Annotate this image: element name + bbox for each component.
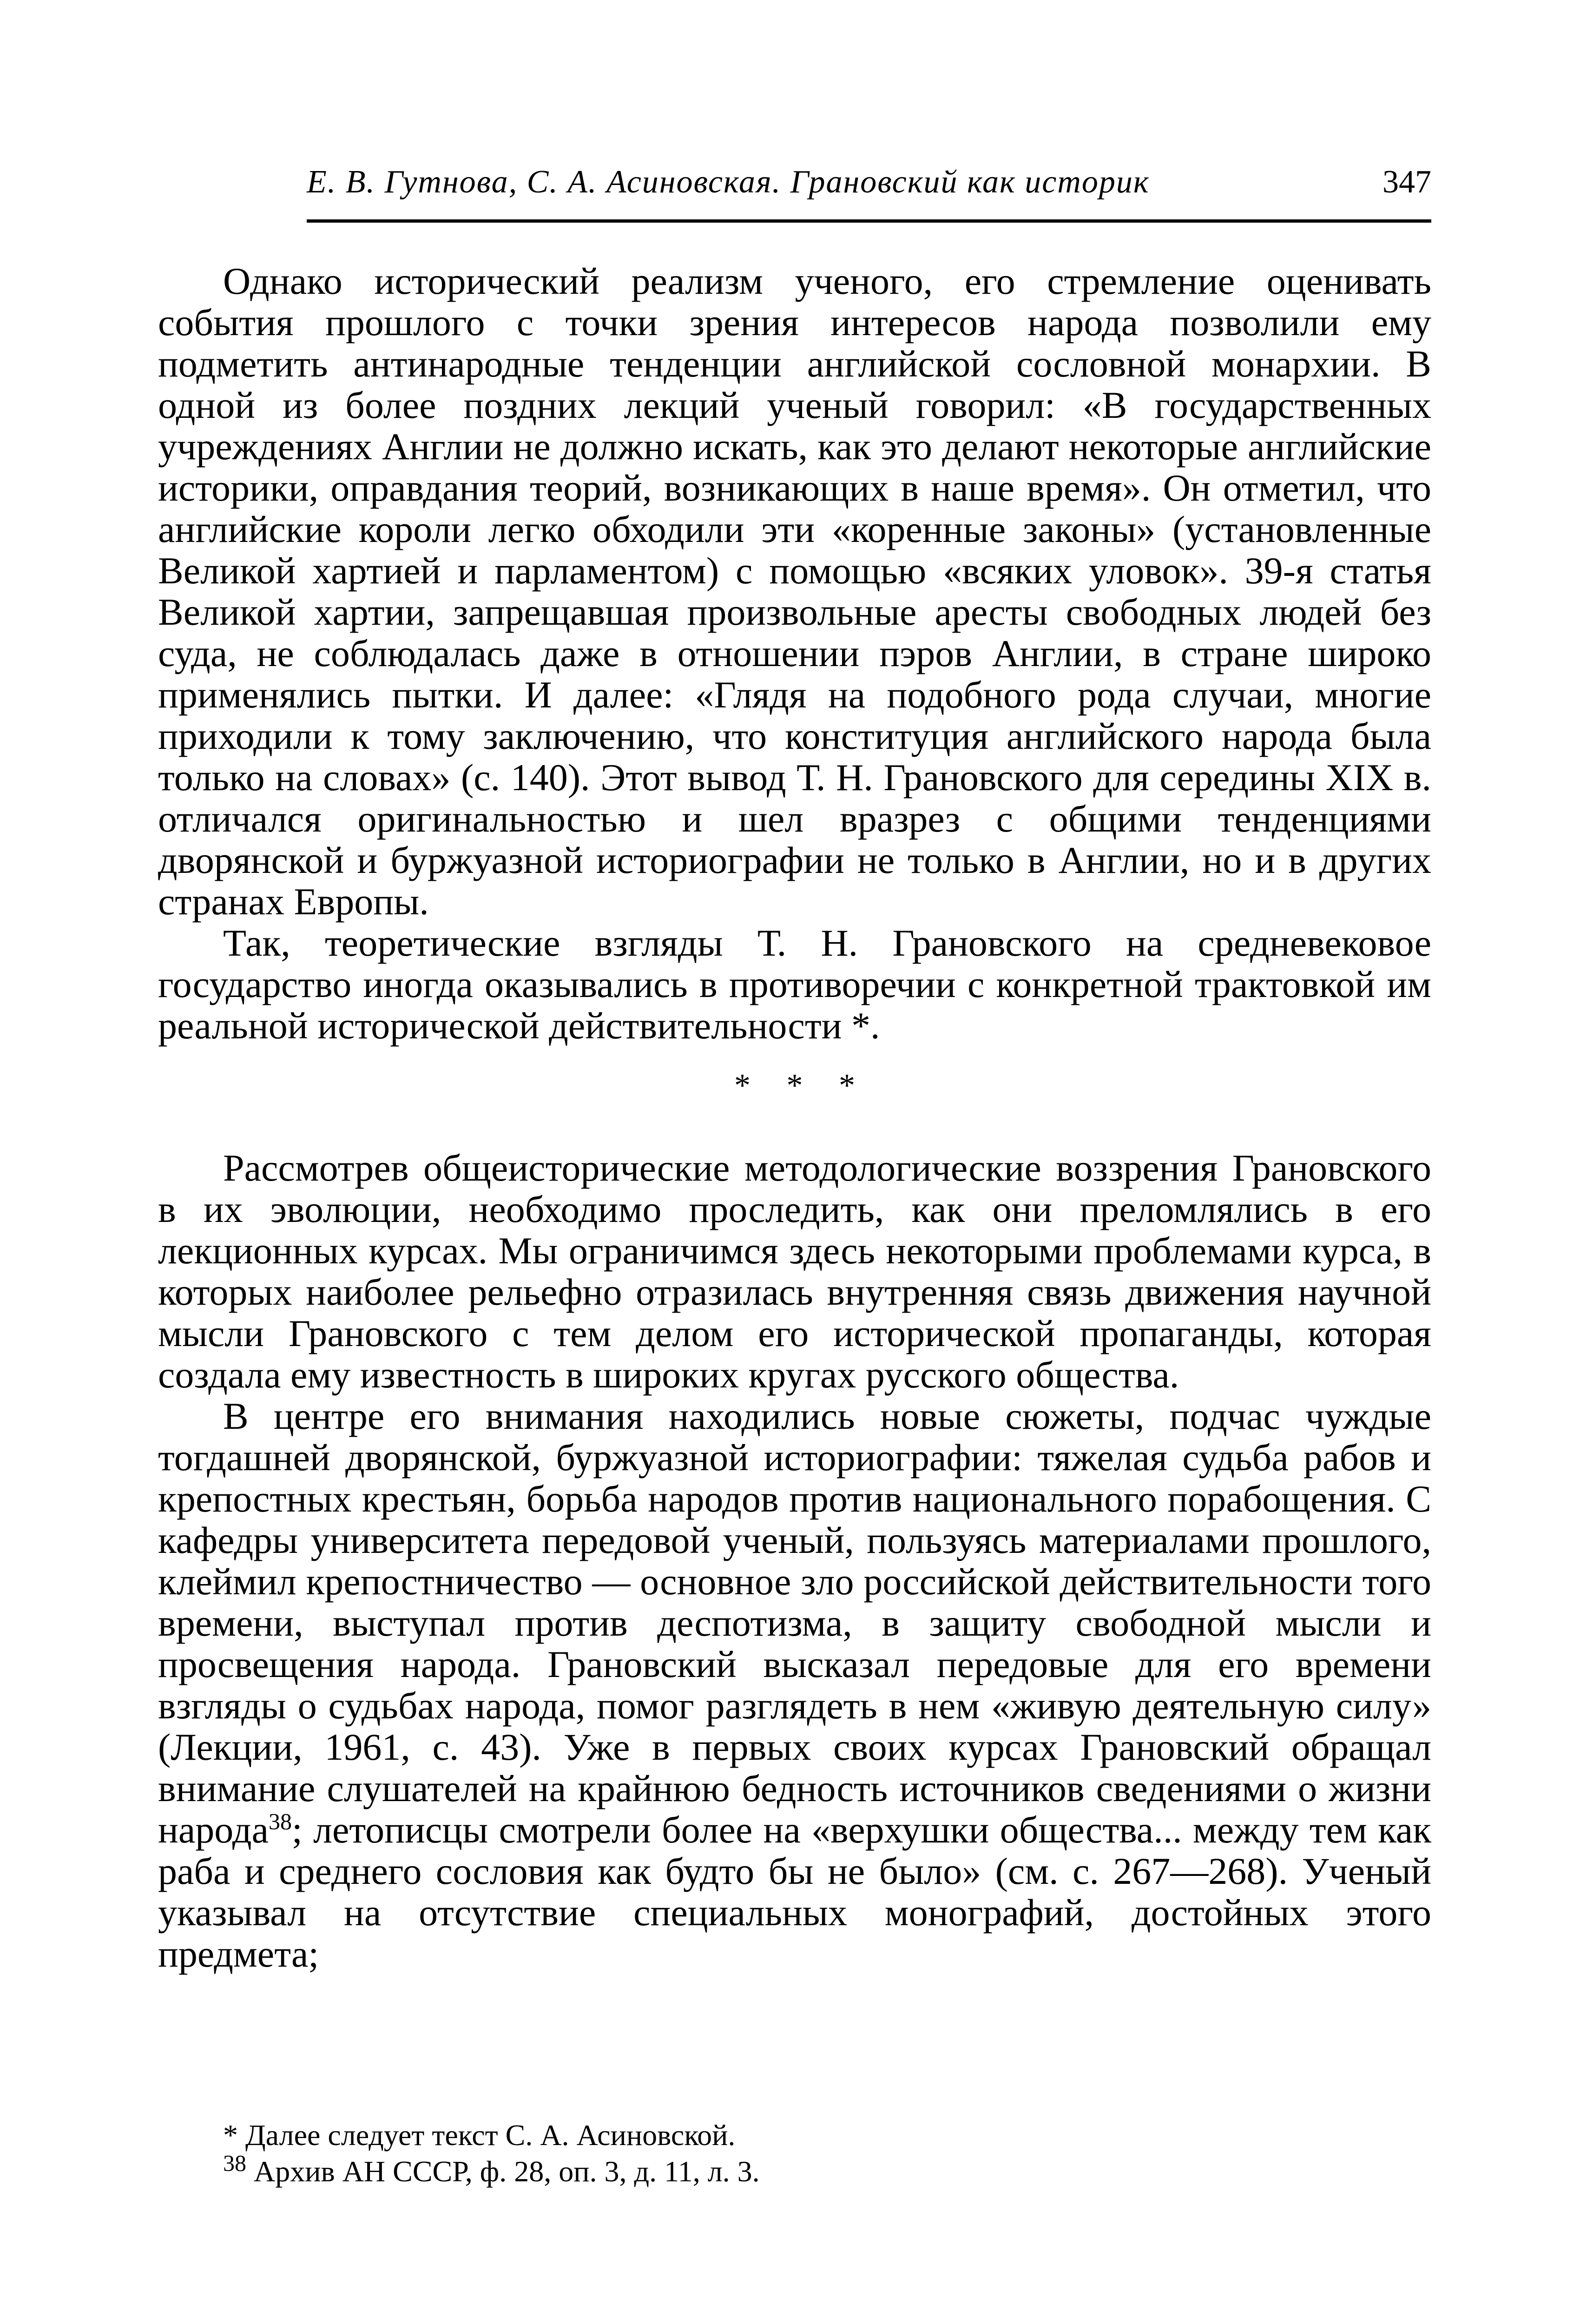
paragraph-4-part-b: ; летописцы смотрели более на «верхушки общества... между тем как раба и среднего сословия как будто бы не было» (см. с. 267—268). Ученый указывал на отсутствие специальных монографий, достойных этого предмета;: [158, 1809, 1431, 1975]
page-number: 347: [1382, 164, 1431, 200]
paragraph-3: Рассмотрев общеисторические методологические воззрения Грановского в их эволюции, необходимо проследить, как они преломлялись в его лекционных курсах. Мы ограничимся здесь некоторыми проблемами курса, в которых наиболее рельефно отразилась внутренняя связь движения научной мысли Грановского с тем делом его исторической пропаганды, которая создала ему известность в широких кругах русского общества.: [158, 1147, 1431, 1396]
paragraph-4: [158, 1395, 1431, 1974]
paragraph-4-part-a: В центре его внимания находились новые сюжеты, подчас чуждые тогдашней дворянской, буржуазной историографии: тяжелая судьба рабов и крепостных крестьян, борьба народов против национального порабощения. С кафедры университета передовой ученый, пользуясь материалами прошлого, клеймил крепостничество — основное зло российской действительности того времени, выступал против деспотизма, в защиту свободной мысли и просвещения народа. Грановский высказал передовые для его времени взгляды о судьбах народа, помог разглядеть в нем «живую деятельную силу» (Лекции, 1961, с. 43). Уже в первых своих курсах Грановский обращал внимание слушателей на крайнюю бедность источников сведениями о жизни народа: [158, 1395, 1431, 1851]
paragraph-1: Однако исторический реализм ученого, его стремление оценивать события прошлого с точки зрения интересов народа позволили ему подметить антинародные тенденции английской сословной монархии. В одной из более поздних лекций ученый говорил: «В государственных учреждениях Англии не должно искать, как это делают некоторые английские историки, оправдания теорий, возникающих в наше время». Он отметил, что английские короли легко обходили эти «коренные законы» (установленные Великой хартией и парламентом) с помощью «всяких уловок». 39-я статья Великой хартии, запрещавшая произвольные аресты свободных людей без суда, не соблюдалась даже в отношении пэров Англии, в стране широко применялись пытки. И далее: «Глядя на подобного рода случаи, многие приходили к тому заключению, что конституция английского народа была только на словах» (с. 140). Этот вывод Т. Н. Грановского для середины XIX в. отличался оригинальностью и шел вразрез с общими тенденциями дворянской и буржуазной историографии не только в Англии, но и в других странах Европы.: [158, 260, 1431, 923]
paragraph-2: Так, теоретические взгляды Т. Н. Грановского на средневековое государство иногда оказывались в противоречии с конкретной трактовкой им реальной исторической действительности *.: [158, 922, 1431, 1047]
footnote-ref-38: 38: [269, 1808, 292, 1835]
footnotes: [223, 2117, 1431, 2190]
footnote-star: * Далее следует текст С. А. Асиновской.: [223, 2119, 736, 2152]
body-text: [158, 260, 1431, 1974]
running-head: [307, 164, 1431, 223]
footnote-38: [223, 2150, 1431, 2190]
footnote-38-mark: 38: [223, 2150, 246, 2176]
running-title: Е. В. Гутнова, С. А. Асиновская. Грановский как историк: [307, 164, 1150, 200]
footnote-38-text: Архив АН СССР, ф. 28, оп. 3, д. 11, л. 3.: [246, 2155, 760, 2188]
section-separator: * * *: [734, 1068, 855, 1103]
